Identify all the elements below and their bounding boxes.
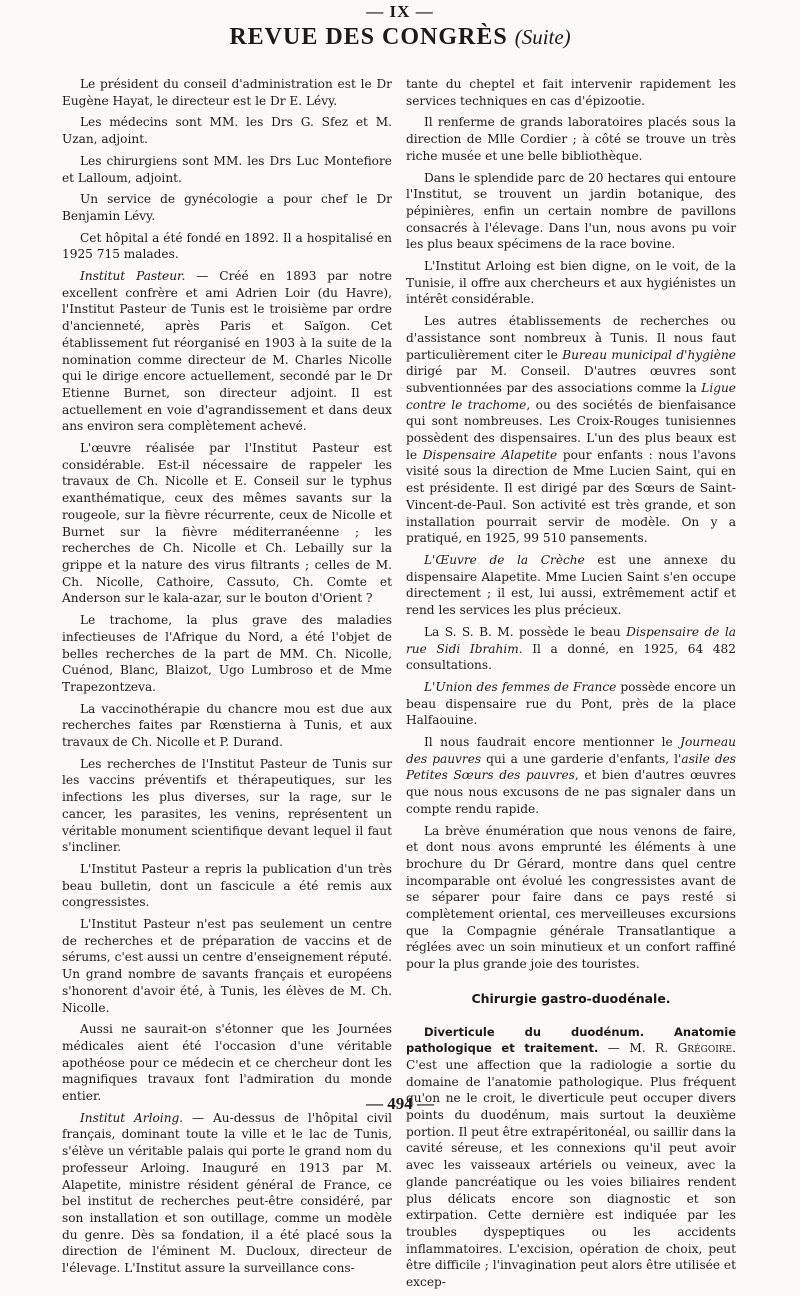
paragraph: [406, 1024, 736, 1291]
text-run: est une annexe du dispensaire Alapetite. Mme Lucien Saint s'en occupe directement ; il est, lui aussi, extrêmement actif et rend les services les plus précieux.: [406, 552, 736, 618]
paragraph-lead: Diverticule du duodénum. Anatomie pathologique et traitement.: [406, 1024, 736, 1056]
italic-run: Ligue contre le trachome: [406, 380, 736, 412]
text-run: Les autres établissements de recherches ou d'assistance sont nombreux à Tunis. Il nous faut particulièrement citer le: [406, 314, 736, 362]
paragraph: L'Institut Pasteur a repris la publication d'un très beau bulletin, dont un fascicule a été remis aux congressistes.: [62, 861, 392, 910]
paragraph-lead: Institut Arloing.: [80, 1110, 184, 1125]
paragraph: [406, 679, 736, 729]
text-run: possède encore un beau dispensaire rue du Pont, près de la place Halfaouine.: [406, 679, 736, 728]
paragraph: Les chirurgiens sont MM. les Drs Luc Montefiore et Lalloum, adjoint.: [62, 153, 392, 185]
paragraph: L'Institut Arloing est bien digne, on le voit, de la Tunisie, il offre aux chercheurs et aux hygiénistes un intérêt considérable.: [406, 259, 736, 307]
paragraph: La brève énumération que nous venons de faire, et dont nous avons emprunté les éléments à une brochure du Dr Gérard, montre dans quel centre incomparable ont évolué les congressistes avant de se séparer pour faire dans ce pays resté si complètement oriental, ces merveilleuses excursions que la Compagnie générale Transatlantique a réglées avec un soin minutieux et un confort raffiné pour la plus grande joie des touristes.: [406, 823, 736, 972]
paragraph: Le trachome, la plus grave des maladies infectieuses de l'Afrique du Nord, a été l'objet de belles recherches de la part de MM. Ch. Nicolle, Cuénod, Blanc, Blaizot, Ugo Lumbroso et de Mme Trapezontzeva.: [62, 613, 392, 694]
page-number: — 494 —: [366, 1094, 434, 1113]
text-run: , et bien d'autres œuvres que nous nous excusons de ne pas signaler dans un compte rendu rapide.: [406, 768, 736, 816]
paragraph: tante du cheptel et fait intervenir rapidement les services techniques en cas d'épizootie.: [406, 77, 736, 108]
page-title: [0, 24, 800, 51]
author-run: — M. R. Grégoire.: [598, 1041, 736, 1056]
paragraph-text: — Au-dessus de l'hôpital civil français, dominant toute la ville et le lac de Tunis, s'élève un véritable palais qui porte le grand nom du professeur Arloing. Inauguré en 1913 par M. Alapetite, ministre résident général de France, ce bel institut de recherches peut-être considéré, par son installation et son outillage, comme un modèle du genre. Dès sa fondation, il a été placé sous la direction de l'éminent M. Ducloux, directeur de l'élevage. L'Institut assure la surveillance cons-: [62, 1110, 392, 1276]
italic-run: Dispensaire Alapetite: [422, 447, 558, 462]
paragraph: Les recherches de l'Institut Pasteur de Tunis sur les vaccins préventifs et thérapeutiques, sur les infections les plus diverses, sur la rage, sur le cancer, les parasites, les venins, représentent un véritable monument scientifique devant lequel il faut s'incliner.: [62, 756, 392, 855]
italic-run: Bureau municipal d'hygiène: [562, 347, 736, 362]
roman-page-number: — IX —: [366, 2, 434, 21]
italic-run: L'Union des femmes de France: [424, 679, 617, 694]
text-run: dirigé par M. Conseil. D'autres œuvres sont subventionnées par des associations comme la: [406, 364, 736, 395]
paragraph: [406, 624, 736, 674]
paragraph-text: — Créé en 1893 par notre excellent confrère et ami Adrien Loir (du Havre), l'Institut Pasteur de Tunis est le troisième par ordre d'ancienneté, après Paris et Saïgon. Cet établissement fut réorganisé en 1903 à la suite de la nomination comme directeur de M. Charles Nicolle qui le dirige encore actuellement, secondé par le Dr Etienne Burnet, son directeur adjoint. Il est actuellement en voie d'agrandissement et dans deux ans environ sera complètement achevé.: [62, 269, 392, 434]
paragraph: L'œuvre réalisée par l'Institut Pasteur est considérable. Est-il nécessaire de rappeler les travaux de Ch. Nicolle et E. Conseil sur le typhus exanthématique, ceux des mêmes savants sur la rougeole, sur la fièvre récurrente, ceux de Nicolle et Burnet sur la fièvre méditerranéenne ; les recherches de Ch. Nicolle et Ch. Lebailly sur la grippe et la nature des virus filtrants ; celles de M. Ch. Nicolle, Cathoire, Cassuto, Ch. Comte et Anderson sur le kala-azar, sur le bouton d'Orient ?: [62, 441, 392, 606]
paragraph-lead: Institut Pasteur.: [80, 269, 186, 284]
italic-run: L'Œuvre de la Crèche: [424, 552, 585, 567]
paragraph: [62, 1110, 392, 1277]
text-run: pour enfants : nous l'avons visité sous la direction de Mme Lucien Saint, qui en est présidente. Il est dirigé par des Sœurs de Saint-Vincent-de-Paul. Son activité est très grande, et son installation pourrait servir de modèle. On y a pratiqué, en 1925, 99 510 pansements.: [406, 447, 736, 546]
italic-run: Journeau des pauvres: [406, 735, 736, 766]
paragraph: La vaccinothérapie du chancre mou est due aux recherches faites par Rœnstierna à Tunis, et aux travaux de Ch. Nicolle et P. Durand.: [62, 701, 392, 750]
paragraph: Un service de gynécologie a pour chef le Dr Benjamin Lévy.: [62, 192, 392, 223]
paragraph: Aussi ne saurait-on s'étonner que les Journées médicales aient été l'occasion d'une véritable apothéose pour ce médecin et ce chercheur dont les magnifiques travaux font l'admiration du monde entier.: [62, 1022, 392, 1104]
text-run: La S. S. B. M. possède le beau: [424, 624, 627, 639]
paragraph: [406, 313, 736, 547]
paragraph: Cet hôpital a été fondé en 1892. Il a hospitalisé en 1925 715 malades.: [62, 230, 392, 262]
paragraph: Le président du conseil d'administration est le Dr Eugène Hayat, le directeur est le Dr E. Lévy.: [62, 77, 392, 108]
paragraph: [406, 552, 736, 619]
paragraph: [406, 734, 736, 818]
text-run: qui a une garderie d'enfants, l': [481, 751, 682, 766]
section-title: Chirurgie gastro-duodénale.: [471, 990, 671, 1006]
paragraph: L'Institut Pasteur n'est pas seulement un centre de recherches et de préparation de vaccins et de sérums, c'est aussi un centre d'enseignement réputé. Un grand nombre de savants français et européens s'honorent d'avoir été, à Tunis, les élèves de M. Ch. Nicolle.: [62, 917, 392, 1015]
paragraph: Dans le splendide parc de 20 hectares qui entoure l'Institut, se trouvent un jardin botanique, des pépinières, enfin un certain nombre de pavillons consacrés à l'élevage. Dans l'un, nous avons pu voir les plus beaux spécimens de la race bovine.: [406, 170, 736, 252]
journal-title: REVUE DES CONGRÈS: [229, 24, 508, 50]
paragraph: [62, 268, 392, 435]
italic-run: Dispensaire de la rue Sidi Ibrahim: [406, 624, 736, 656]
italic-run: asile des Petites Sœurs des pauvres: [406, 751, 737, 783]
text-run: C'est une affection que la radiologie a sortie du domaine de l'anatomie pathologique. Plus fréquent qu'on ne le croit, le diverticule peut occuper divers points du duodénum, mais surtout la deuxième portion. Il peut être extrapéritonéal, ou saillir dans la cavité séreuse, et les connexions qu'il peut avoir avec les vaisseaux artériels ou veineux, avec la glande pancréatique ou les voies biliaires rendent plus délicats encore son diagnostic et son extirpation. Cette dernière est indiquée par les troubles dyspeptiques ou les accidents inflammatoires. L'excision, opération de choix, peut être difficile ; l'invagination peut alors être utilisée et excep-: [406, 1057, 736, 1290]
text-run: , ou des sociétés de bienfaisance qui sont nombreuses. Les Croix-Rouges tunisiennes possèdent des dispensaires. L'un des plus beaux est le: [406, 397, 736, 462]
paragraph: Les médecins sont MM. les Drs G. Sfez et M. Uzan, adjoint.: [62, 115, 392, 147]
text-run: Il nous faudrait encore mentionner le: [424, 735, 681, 750]
journal-subtitle: (Suite): [514, 25, 571, 49]
text-run: . Il a donné, en 1925, 64 482 consultations.: [406, 641, 736, 673]
paragraph: Il renferme de grands laboratoires placés sous la direction de Mlle Cordier ; à côté se trouve un très riche musée et une belle bibliothèque.: [406, 115, 736, 163]
